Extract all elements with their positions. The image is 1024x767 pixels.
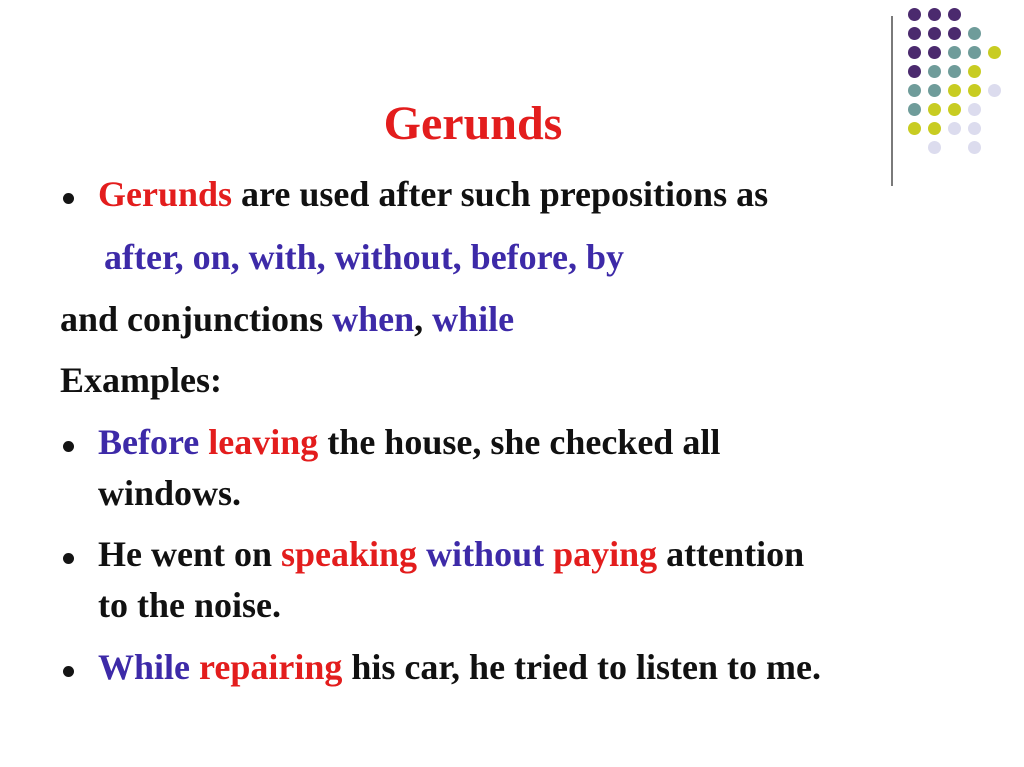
example-2-line-1: [98, 532, 804, 576]
decorative-dot: [948, 122, 961, 135]
decorative-dot: [968, 84, 981, 97]
decorative-dot: [908, 46, 921, 59]
decorative-dot: [908, 8, 921, 21]
example-3-text: his car, he tried to listen to me.: [342, 647, 821, 687]
decorative-dot: [928, 65, 941, 78]
gerund-speaking: speaking: [281, 534, 418, 574]
comma: ,: [414, 299, 433, 339]
example-1-line-2: windows.: [98, 473, 242, 513]
decorative-dot: [928, 27, 941, 40]
decorative-dot: [948, 103, 961, 116]
gerund-paying: paying: [553, 534, 658, 574]
decorative-dot: [968, 103, 981, 116]
decorative-dot: [948, 8, 961, 21]
space: [190, 647, 199, 687]
term-gerunds: Gerunds: [98, 174, 233, 214]
decorative-dot: [948, 84, 961, 97]
gerund-repairing: repairing: [199, 647, 343, 687]
word-without: without: [426, 534, 545, 574]
decorative-dot: [928, 8, 941, 21]
decorative-dot: [968, 65, 981, 78]
conjunctions-line: [60, 297, 514, 341]
space: [417, 534, 426, 574]
example-1-text: the house, she checked all: [318, 422, 721, 462]
example-3-line-1: [98, 645, 821, 689]
intro-text: are used after such prepositions as: [232, 174, 769, 214]
decorative-dot: [908, 65, 921, 78]
example-1-line-1: [98, 420, 720, 464]
prepositions-list: after, on, with, without, before, by: [104, 237, 624, 277]
examples-heading: Examples:: [60, 360, 222, 400]
conjunctions-text: and conjunctions: [60, 299, 333, 339]
conjunction-while: while: [432, 299, 515, 339]
intro-line-1: [98, 172, 768, 216]
bullet-icon: [63, 441, 74, 452]
decorative-dot: [948, 27, 961, 40]
decorative-dot: [988, 46, 1001, 59]
example-2-line-2: to the noise.: [98, 585, 281, 625]
slide-title: Gerunds: [383, 97, 563, 150]
bullet-icon: [63, 666, 74, 677]
decorative-dot: [968, 27, 981, 40]
decorative-dot: [928, 46, 941, 59]
decorative-dot: [968, 122, 981, 135]
decorative-dot: [968, 46, 981, 59]
decorative-dot: [968, 141, 981, 154]
bullet-icon: [63, 553, 74, 564]
word-before: Before: [98, 422, 209, 462]
bullet-icon: [63, 193, 74, 204]
decorative-dot: [948, 46, 961, 59]
conjunction-when: when: [332, 299, 415, 339]
example-2-start: He went on: [98, 534, 281, 574]
decorative-dot: [988, 84, 1001, 97]
decorative-dot: [948, 65, 961, 78]
example-2-end: attention: [657, 534, 805, 574]
gerund-leaving: leaving: [208, 422, 319, 462]
decorative-dot: [908, 27, 921, 40]
space: [544, 534, 553, 574]
word-while: While: [98, 647, 191, 687]
